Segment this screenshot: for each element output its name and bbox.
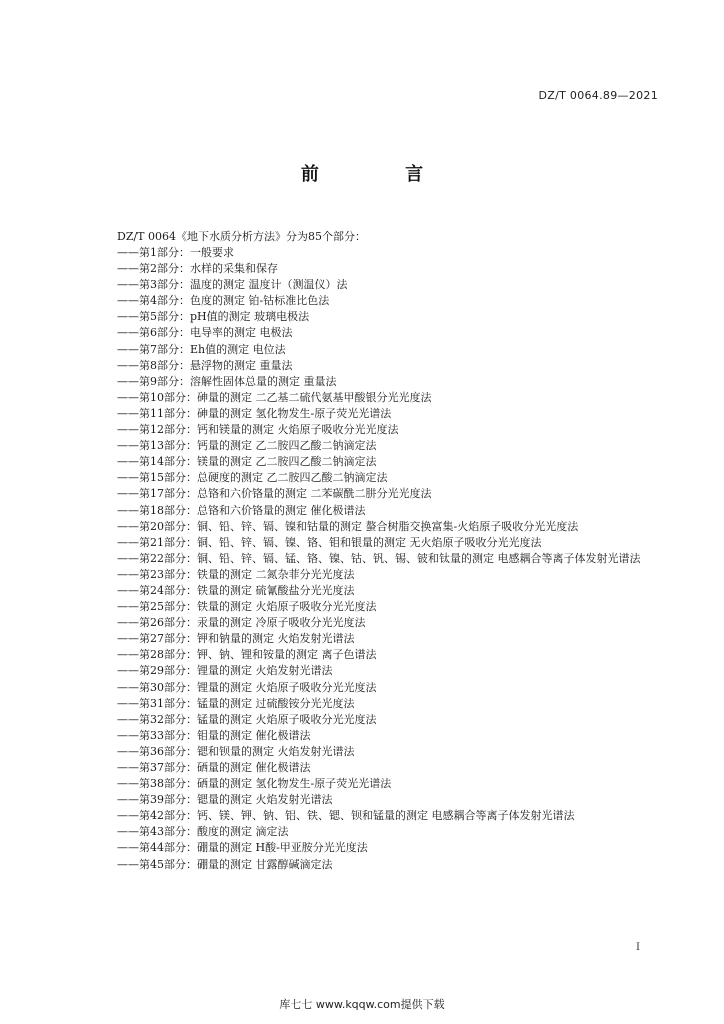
part-item: ——第44部分：硼量的测定 H酸-甲亚胺分光光度法 [117, 841, 368, 855]
part-item: ——第33部分：钼量的测定 催化极谱法 [117, 728, 311, 742]
part-item: ——第29部分：锂量的测定 火焰发射光谱法 [117, 664, 333, 678]
part-item: ——第21部分：铜、铅、锌、镉、镍、铬、钼和银量的测定 无火焰原子吸收分光光度法 [117, 535, 542, 549]
part-item: ——第15部分：总硬度的测定 乙二胺四乙酸二钠滴定法 [117, 471, 388, 485]
part-item: ——第8部分：悬浮物的测定 重量法 [117, 358, 293, 372]
part-item: ——第26部分：汞量的测定 冷原子吸收分光光度法 [117, 616, 366, 630]
page-title: 前 言 [300, 164, 464, 185]
part-item: ——第20部分：铜、铅、锌、镉、镍和钴量的测定 螯合树脂交换富集-火焰原子吸收分光光度法 [117, 519, 579, 533]
part-item: ——第4部分：色度的测定 铂-钴标准比色法 [117, 294, 330, 308]
part-item: ——第31部分：锰量的测定 过硫酸铵分光光度法 [117, 696, 355, 710]
part-item: ——第36部分：锶和钡量的测定 火焰发射光谱法 [117, 744, 355, 758]
part-item: ——第27部分：钾和钠量的测定 火焰发射光谱法 [117, 632, 355, 646]
part-item: ——第42部分：钙、镁、钾、钠、铝、铁、锶、钡和锰量的测定 电感耦合等离子体发射光谱法 [117, 809, 575, 823]
part-item: ——第2部分：水样的采集和保存 [117, 262, 278, 276]
part-item: ——第39部分：锶量的测定 火焰发射光谱法 [117, 793, 333, 807]
part-item: ——第32部分：锰量的测定 火焰原子吸收分光光度法 [117, 712, 377, 726]
part-item: ——第13部分：钙量的测定 乙二胺四乙酸二钠滴定法 [117, 439, 377, 453]
part-item: ——第30部分：锂量的测定 火焰原子吸收分光光度法 [117, 680, 377, 694]
part-item: ——第22部分：铜、铅、锌、镉、锰、铬、镍、钴、钒、锡、铍和钛量的测定 电感耦合等离子体发射光谱法 [117, 551, 641, 565]
standard-code: DZ/T 0064.89—2021 [538, 89, 658, 102]
intro-text: DZ/T 0064《地下水质分析方法》分为85个部分： [117, 230, 366, 243]
part-item: ——第23部分：铁量的测定 二氮杂菲分光光度法 [117, 567, 355, 581]
part-item: ——第43部分：酸度的测定 滴定法 [117, 825, 289, 839]
part-item: ——第17部分：总铬和六价铬量的测定 二苯碳酰二肼分光光度法 [117, 487, 432, 501]
part-item: ——第9部分：溶解性固体总量的测定 重量法 [117, 374, 337, 388]
part-item: ——第37部分：硒量的测定 催化极谱法 [117, 761, 311, 774]
part-item: ——第11部分：砷量的测定 氢化物发生-原子荧光光谱法 [117, 406, 392, 420]
part-item: ——第1部分：一般要求 [117, 246, 234, 259]
page-number: I [636, 942, 640, 953]
part-item: ——第10部分：砷量的测定 二乙基二硫代氨基甲酸银分光光度法 [117, 390, 432, 404]
part-item: ——第38部分：硒量的测定 氢化物发生-原子荧光光谱法 [117, 777, 392, 791]
part-item: ——第7部分：Eh值的测定 电位法 [117, 342, 286, 356]
part-item: ——第6部分：电导率的测定 电极法 [117, 326, 293, 340]
part-item: ——第3部分：温度的测定 温度计（测温仪）法 [117, 278, 348, 292]
part-item: ——第12部分：钙和镁量的测定 火焰原子吸收分光光度法 [117, 423, 399, 437]
part-item: ——第28部分：钾、钠、锂和铵量的测定 离子色谱法 [117, 648, 377, 662]
part-item: ——第25部分：铁量的测定 火焰原子吸收分光光度法 [117, 600, 377, 614]
part-item: ——第18部分：总铬和六价铬量的测定 催化极谱法 [117, 503, 366, 517]
part-item: ——第45部分：硼量的测定 甘露醇碱滴定法 [117, 857, 333, 871]
part-list [117, 245, 662, 873]
download-watermark: 库七七 www.kqqw.com提供下载 [279, 998, 445, 1011]
part-item: ——第24部分：铁量的测定 硫氰酸盐分光光度法 [117, 583, 355, 597]
part-item: ——第14部分：镁量的测定 乙二胺四乙酸二钠滴定法 [117, 455, 377, 469]
part-item: ——第5部分：pH值的测定 玻璃电极法 [117, 310, 310, 324]
